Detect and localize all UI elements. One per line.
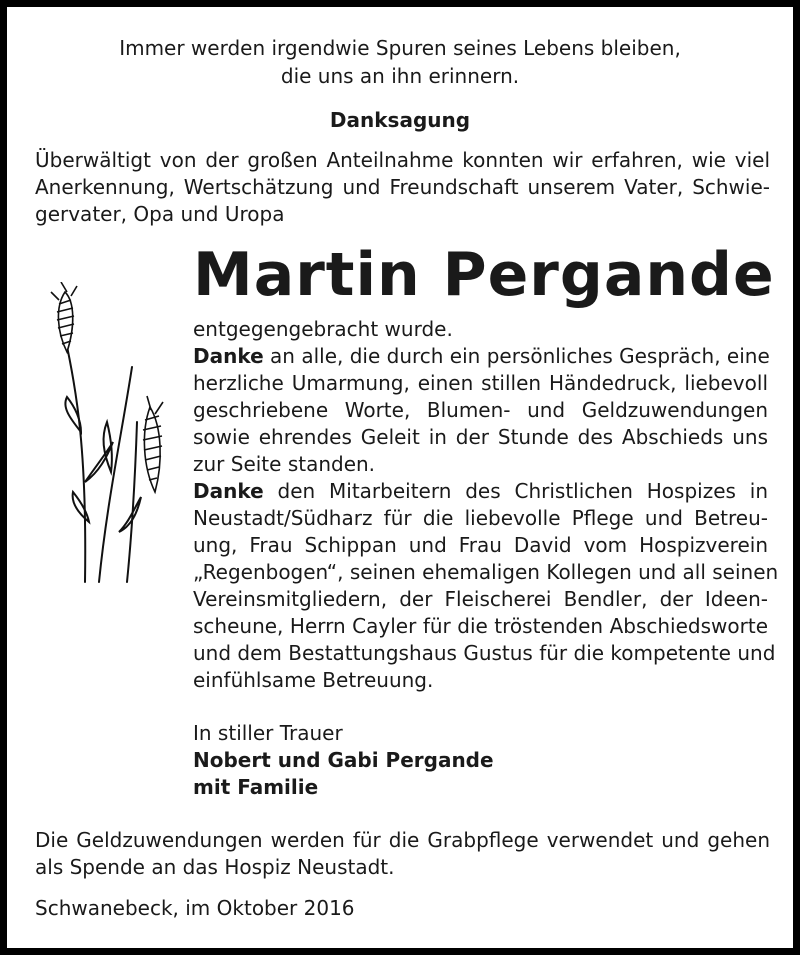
intro-line-2: Anerkennung, Wertschätzung und Freundschaft unserem Vater, Schwie- bbox=[35, 175, 770, 199]
page-title: Danksagung bbox=[329, 108, 471, 132]
thanks-paragraph-1-line-5: zur Seite standen. bbox=[193, 452, 376, 476]
signature-intro: In stiller Trauer bbox=[193, 721, 343, 745]
header-verse-line-1: Immer werden irgendwie Spuren seines Lebens bleiben, bbox=[119, 36, 681, 60]
thanks-paragraph-2-line-6: scheune, Herrn Cayler für die tröstenden Abschiedsworte bbox=[193, 614, 768, 638]
thanks-paragraph-2-line-5: Vereinsmitgliedern, der Fleischerei Bendler, der Ideen- bbox=[193, 587, 768, 611]
intro-line-1: Überwältigt von der großen Anteilnahme konnten wir erfahren, wie viel bbox=[35, 148, 770, 172]
donation-note-line-1: Die Geldzuwendungen werden für die Grabpflege verwendet und gehen bbox=[35, 828, 770, 852]
signature-family: mit Familie bbox=[193, 775, 319, 799]
intro-line-3: gervater, Opa und Uropa bbox=[35, 202, 285, 226]
header-verse-line-2: die uns an ihn erinnern. bbox=[280, 64, 520, 88]
wheat-ears-icon bbox=[37, 282, 187, 597]
thanks-paragraph-2-line-7: und dem Bestattungshaus Gustus für die kompetente und bbox=[193, 641, 776, 665]
thanks-paragraph-1-line-1 bbox=[193, 343, 768, 370]
thanks-paragraph-1-line-4: sowie ehrendes Geleit in der Stunde des Abschieds uns bbox=[193, 425, 768, 449]
thanks-paragraph-2-line-8: einfühlsame Betreuung. bbox=[193, 668, 434, 692]
thanks-text: den Mitarbeitern des Christlichen Hospizes in bbox=[263, 479, 768, 503]
signature-names: Nobert und Gabi Pergande bbox=[193, 748, 494, 772]
thanks-paragraph-1-line-3: geschriebene Worte, Blumen- und Geldzuwendungen bbox=[193, 398, 768, 422]
thanks-paragraph-2-line-4: „Regenbogen“, seinen ehemaligen Kollegen und all seinen bbox=[193, 560, 779, 584]
thanks-paragraph-1-line-2: herzliche Umarmung, einen stillen Händedruck, liebevoll bbox=[193, 371, 768, 395]
place-date: Schwanebeck, im Oktober 2016 bbox=[35, 896, 355, 920]
deceased-name: Martin Pergande bbox=[193, 240, 775, 310]
thanks-paragraph-2-line-3: ung, Frau Schippan und Frau David vom Hospizverein bbox=[193, 533, 768, 557]
thanks-paragraph-2-line-1 bbox=[193, 478, 768, 505]
thanks-keyword: Danke bbox=[193, 479, 264, 503]
thanks-keyword: Danke bbox=[193, 344, 264, 368]
donation-note-line-2: als Spende an das Hospiz Neustadt. bbox=[35, 855, 395, 879]
thanks-paragraph-2-line-2: Neustadt/Südharz für die liebevolle Pflege und Betreu- bbox=[193, 506, 768, 530]
thanks-text: an alle, die durch ein persönliches Gespräch, eine bbox=[263, 344, 770, 368]
body-line-continuation: entgegengebracht wurde. bbox=[193, 317, 453, 341]
